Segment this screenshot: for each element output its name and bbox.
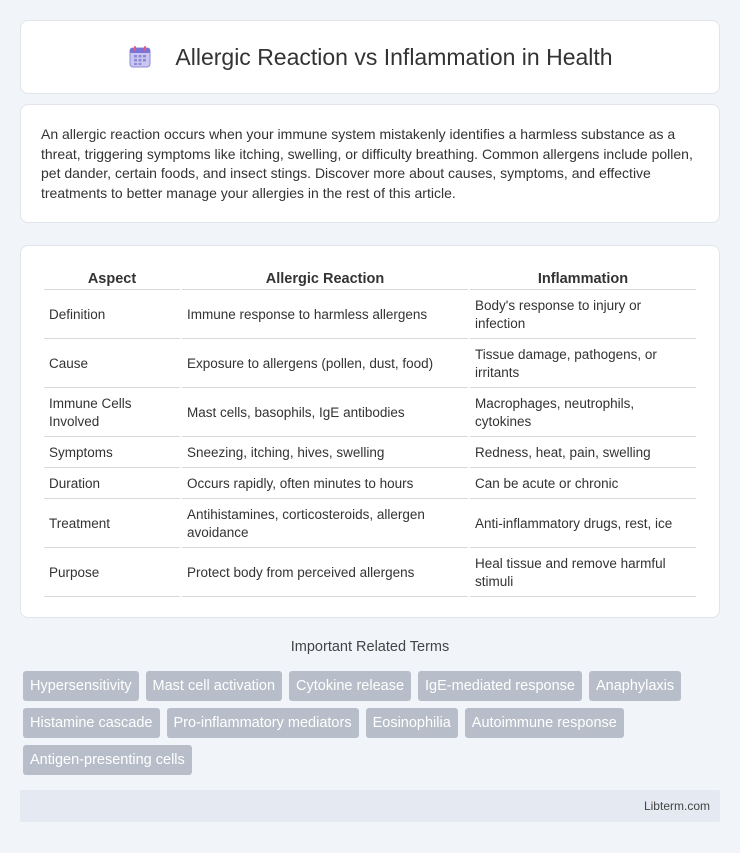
table-row bbox=[44, 390, 696, 437]
column-header-inflammation: Inflammation bbox=[470, 268, 696, 290]
intro-text: An allergic reaction occurs when your immune system mistakenly identifies a harmless substance as a threat, triggering symptoms like itching, swelling, or difficulty breathing. Common allergens include pollen, pet dander, certain foods, and insect stings. Discover more about causes, symptoms, and effective treatments to better manage your allergies in the rest of this article. bbox=[41, 126, 693, 201]
related-term-tag[interactable]: IgE-mediated response bbox=[418, 671, 582, 701]
related-terms-title: Important Related Terms bbox=[290, 639, 450, 655]
related-terms-list bbox=[23, 671, 723, 775]
table-row bbox=[44, 341, 696, 388]
table-cell: Occurs rapidly, often minutes to hours bbox=[182, 470, 468, 499]
table-cell: Exposure to allergens (pollen, dust, food) bbox=[182, 341, 468, 388]
table-cell: Protect body from perceived allergens bbox=[182, 550, 468, 597]
related-term-tag[interactable]: Histamine cascade bbox=[23, 708, 160, 738]
table-cell: Purpose bbox=[44, 550, 180, 597]
table-cell: Cause bbox=[44, 341, 180, 388]
table-row bbox=[44, 439, 696, 468]
table-cell: Heal tissue and remove harmful stimuli bbox=[470, 550, 696, 597]
table-row bbox=[44, 550, 696, 597]
related-term-tag[interactable]: Anaphylaxis bbox=[589, 671, 681, 701]
footer-site-link[interactable]: Libterm.com bbox=[643, 799, 710, 813]
related-term-tag[interactable]: Eosinophilia bbox=[366, 708, 458, 738]
comparison-table bbox=[42, 266, 698, 599]
table-cell: Immune Cells Involved bbox=[44, 390, 180, 437]
related-term-tag[interactable]: Pro-inflammatory mediators bbox=[167, 708, 359, 738]
table-cell: Tissue damage, pathogens, or irritants bbox=[470, 341, 696, 388]
footer bbox=[20, 790, 720, 822]
table-row bbox=[44, 292, 696, 339]
table-cell: Immune response to harmless allergens bbox=[182, 292, 468, 339]
table-cell: Symptoms bbox=[44, 439, 180, 468]
header-card bbox=[20, 20, 720, 94]
related-term-tag[interactable]: Cytokine release bbox=[289, 671, 411, 701]
calendar-icon bbox=[127, 44, 153, 70]
table-cell: Redness, heat, pain, swelling bbox=[470, 439, 696, 468]
intro-card bbox=[20, 104, 720, 223]
table-cell: Anti-inflammatory drugs, rest, ice bbox=[470, 501, 696, 548]
related-term-tag[interactable]: Hypersensitivity bbox=[23, 671, 139, 701]
page-title: Allergic Reaction vs Inflammation in Health bbox=[175, 43, 613, 70]
comparison-card bbox=[20, 245, 720, 618]
table-cell: Treatment bbox=[44, 501, 180, 548]
table-row bbox=[44, 501, 696, 548]
table-cell: Sneezing, itching, hives, swelling bbox=[182, 439, 468, 468]
table-row bbox=[44, 470, 696, 499]
table-cell: Body's response to injury or infection bbox=[470, 292, 696, 339]
table-cell: Mast cells, basophils, IgE antibodies bbox=[182, 390, 468, 437]
table-cell: Can be acute or chronic bbox=[470, 470, 696, 499]
table-cell: Macrophages, neutrophils, cytokines bbox=[470, 390, 696, 437]
column-header-allergic-reaction: Allergic Reaction bbox=[182, 268, 468, 290]
related-term-tag[interactable]: Mast cell activation bbox=[146, 671, 283, 701]
table-cell: Duration bbox=[44, 470, 180, 499]
table-cell: Definition bbox=[44, 292, 180, 339]
related-term-tag[interactable]: Autoimmune response bbox=[465, 708, 624, 738]
related-term-tag[interactable]: Antigen-presenting cells bbox=[23, 745, 192, 775]
column-header-aspect: Aspect bbox=[44, 268, 180, 290]
table-cell: Antihistamines, corticosteroids, allergen avoidance bbox=[182, 501, 468, 548]
